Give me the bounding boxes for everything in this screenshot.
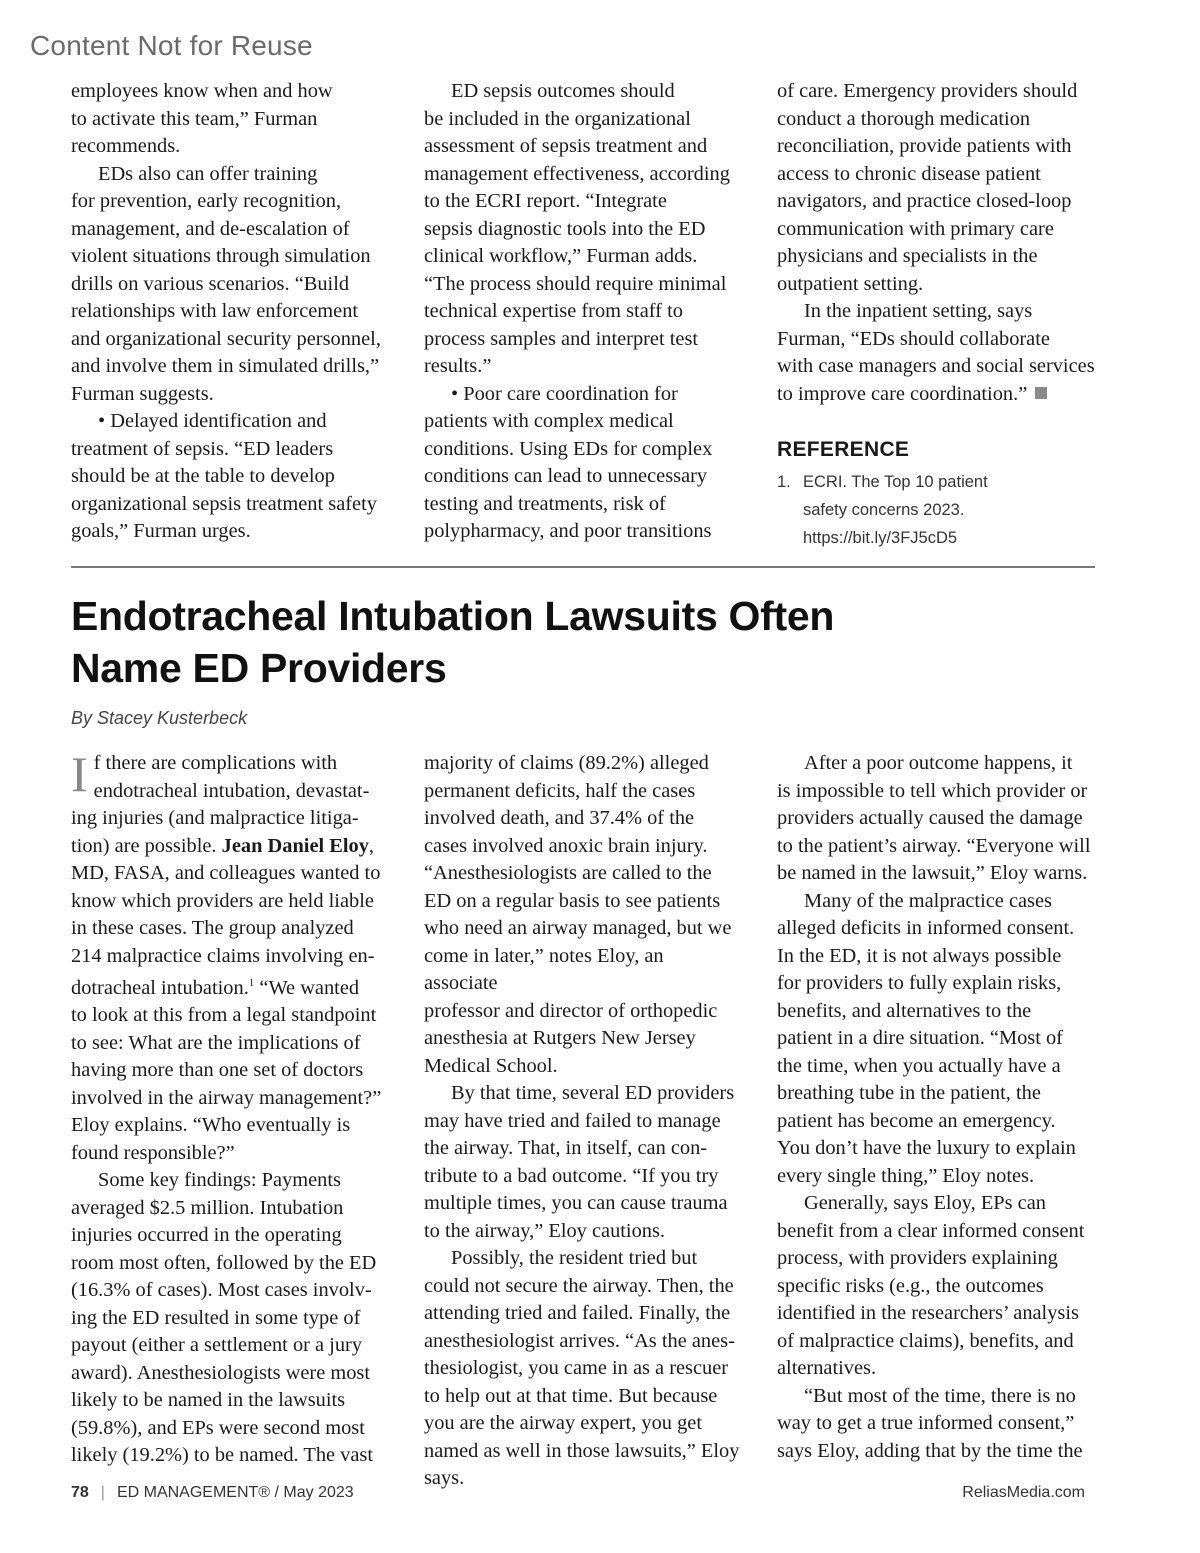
paragraph-text: In the inpatient setting, says Furman, “EDs should collaborate with case managers and social services to improve care coordination.” [777,300,1095,405]
footer-left [71,1484,354,1502]
text-run: , MD, FASA, and colleagues wanted to know which providers are held liable in these cases. The group analyzed 214 malpractice claims involving en- dotracheal intubation. [71,834,381,999]
opening-paragraph [71,746,389,1167]
footer-separator: | [100,1484,105,1501]
paragraph: “But most of the time, there is no way to get a true informed consent,” says Eloy, adding that by the time the [777,1384,1083,1462]
byline: By Stacey Kusterbeck [71,708,248,728]
paragraph: Some key findings: Payments averaged $2.5 million. Intubation injuries occurred in the operating room most often, followed by the ED (16.3% of cases). Most cases involv- ing the ED resulted in some type of payout (either a settlement or a jury award). Anesthesiologists were most likely to be named in the lawsuits (59.8%), and EPs were second most likely (19.2%) to be named. The vast [71,1169,377,1467]
paragraph: employees know when and how to activate this team,” Furman recommends. [71,80,333,157]
article-column-2 [424,750,742,1493]
paragraph: After a poor outcome happens, it is impossible to tell which provider or providers actually caused the damage to the patient’s airway. “Everyone will be named in the lawsuit,” Eloy warns. [777,752,1091,884]
paragraph: Possibly, the resident tried but could not secure the airway. Then, the attending tried and failed. Finally, the anesthesiologist arrives. “As the anes- thesiologist, you came in as a rescuer to help out at that time. But because you are the airway expert, you get named as well in those lawsuits,” Eloy says. [424,1247,740,1489]
prev-article-column-1 [71,78,389,546]
paragraph: By that time, several ED providers may have tried and failed to manage the airway. That, in itself, can con- tribute to a bad outcome. “If you try multiple times, you can cause trauma to the airway,” Eloy cautions. [424,1082,735,1242]
paragraph: Generally, says Eloy, EPs can benefit from a clear informed consent process, with providers explaining specific risks (e.g., the outcomes identified in the researchers’ analysis of malpractice claims), benefits, and alternatives. [777,1192,1085,1379]
article-headline: Endotracheal Intubation Lawsuits Often Name ED Providers [71,593,835,691]
reference-number: 1. [777,473,791,491]
drop-cap: I [71,746,88,802]
prev-article-column-2 [424,78,742,546]
reference-heading: REFERENCE [777,438,910,461]
author-name: Jean Daniel Eloy [221,834,369,857]
paragraph: Many of the malpractice cases alleged deficits in informed consent. In the ED, it is not always possible for providers to fully explain risks, benefits, and alternatives to the patient in a dire situation. “Most of the time, when you actually have a breathing tube in the patient, the patient has become an emergency. You don’t have the luxury to explain every single thing,” Eloy notes. [777,889,1076,1187]
article-column-1 [71,746,389,1470]
publication-info: ED MANAGEMENT® / May 2023 [116,1484,354,1501]
section-divider [71,566,1095,568]
watermark: Content Not for Reuse [30,30,313,61]
citation-superscript: 1 [248,977,255,989]
text-run: f there are complications with endotracheal intubation, devastat- ing injuries (and malpractice litiga- tion) are possible. [71,752,370,857]
paragraph: majority of claims (89.2%) alleged permanent deficits, half the cases involved death, and 37.4% of the cases involved anoxic brain injury. “Anesthesiologists are called to the ED on a regular basis to see patients who need an airway managed, but we come in later,” notes Eloy, an associate professor and director of orthopedic anesthesia at Rutgers New Jersey Medical School. [424,752,732,1077]
footer-site: ReliasMedia.com [962,1484,1085,1501]
end-of-article-mark [1035,387,1047,399]
paragraph: of care. Emergency providers should conduct a thorough medication reconciliation, provide patients with access to chronic disease patient navigators, and practice closed-loop communication with primary care physicians and specialists in the outpatient setting. [777,80,1078,295]
reference-item [777,468,1095,552]
paragraph: ED sepsis outcomes should be included in the organizational assessment of sepsis treatment and management effectiveness, according to the ECRI report. “Integrate sepsis diagnostic tools into the ED clinical workflow,” Furman adds. “The process should require minimal technical expertise from staff to process samples and interpret test results.” [424,80,730,377]
text-run: “We wanted to look at this from a legal standpoint to see: What are the implications of having more than one set of doctors involved in the airway management?” Eloy explains. “Who eventually is found responsible?” [71,976,382,1164]
paragraph-with-endmark [777,298,1095,408]
bullet-paragraph: • Delayed identification and treatment of sepsis. “ED leaders should be at the table to develop organizational sepsis treatment safety goals,” Furman urges. [71,410,377,542]
article-column-3 [777,750,1095,1465]
reference-text: ECRI. The Top 10 patient safety concerns 2023. https://bit.ly/3FJ5cD5 [803,473,988,547]
paragraph: EDs also can offer training for prevention, early recognition, management, and de-escalation of violent situations through simulation drills on various scenarios. “Build relationships with law enforcement and organizational security personnel, and involve them in simulated drills,” Furman suggests. [71,162,381,405]
page-number: 78 [71,1484,89,1501]
prev-article-column-3 [777,78,1095,552]
bullet-paragraph: • Poor care coordination for patients with complex medical conditions. Using EDs for complex conditions can lead to unnecessary testing and treatments, risk of polypharmacy, and poor transitions [424,382,713,542]
